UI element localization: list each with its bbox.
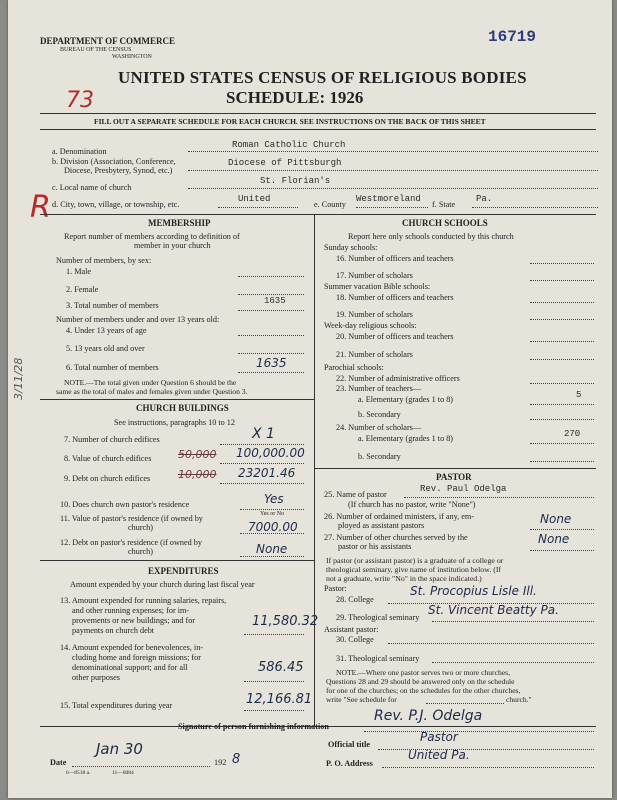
- signature-value: Rev. P.J. Odelga: [374, 708, 483, 724]
- po-address-value: United Pa.: [408, 748, 470, 762]
- official-title-label: Official title: [328, 740, 371, 749]
- q11-residence-value-label-2: church): [128, 523, 154, 532]
- q22-label: 22. Number of administrative officers: [336, 374, 460, 383]
- graduate-instruction-2: theological seminary, give name of institution below. (If: [326, 565, 502, 574]
- graduate-instruction-3: not a graduate, write "No" in the space indicated.): [326, 574, 482, 583]
- schools-heading: CHURCH SCHOOLS: [402, 218, 488, 228]
- q30-label: 30. College: [336, 635, 374, 644]
- membership-note-2: same as the total of males and females given under Question 3.: [56, 387, 248, 396]
- division-label: b. Division (Association, Conference,: [52, 157, 176, 166]
- q10-own-residence-label: 10. Does church own pastor's residence: [60, 500, 190, 509]
- q7-edifices-label: 7. Number of church edifices: [64, 435, 160, 444]
- county-value: Westmoreland: [356, 194, 421, 204]
- q27-value: None: [538, 532, 570, 546]
- q21-label: 21. Number of scholars: [336, 350, 413, 359]
- pastor-note-5: church.": [506, 695, 532, 704]
- state-value: Pa.: [476, 194, 493, 204]
- membership-intro-2: member in your church: [134, 241, 211, 250]
- q12-residence-debt-label-2: church): [128, 547, 154, 556]
- buildings-subheading: See instructions, paragraphs 10 to 12: [114, 418, 235, 427]
- q25-label: 25. Name of pastor: [324, 490, 387, 499]
- membership-intro: Report number of members according to definition of: [64, 232, 240, 241]
- q16-label: 16. Number of officers and teachers: [336, 254, 454, 263]
- q9-debt-value: 23201.46: [238, 466, 296, 480]
- q27-label: 27. Number of other churches served by the: [324, 533, 468, 542]
- division-value: Diocese of Pittsburgh: [228, 158, 342, 168]
- q20-label: 20. Number of officers and teachers: [336, 332, 454, 341]
- q14-value: 586.45: [258, 660, 304, 675]
- q3-total-value: 1635: [264, 296, 286, 306]
- membership-note: NOTE.—The total given under Question 6 should be the: [64, 378, 237, 387]
- q29-label: 29. Theological seminary: [336, 613, 420, 622]
- q24-label: 24. Number of scholars—: [336, 423, 422, 432]
- serial-number: 16719: [488, 28, 537, 46]
- form-title: UNITED STATES CENSUS OF RELIGIOUS BODIES: [118, 68, 527, 87]
- summer-schools-label: Summer vacation Bible schools:: [324, 282, 431, 291]
- q13-label-2: and other running expenses; for im-: [72, 606, 190, 615]
- q11-residence-value-label: 11. Value of pastor's residence (if owned by: [60, 514, 203, 523]
- q25-value: Rev. Paul Odelga: [420, 484, 507, 494]
- q14-label-2: cluding home and foreign missions; for: [72, 653, 201, 662]
- q23a-value: 5: [576, 390, 582, 400]
- date-value: Jan 30: [96, 740, 143, 758]
- q18-label: 18. Number of officers and teachers: [336, 293, 454, 302]
- handwritten-r-mark: R: [30, 190, 51, 225]
- q9-debt-label: 9. Debt on church edifices: [64, 474, 151, 483]
- assistant-pastor-subheading: Assistant pastor:: [324, 625, 379, 634]
- pastor-note-4: write "See schedule for: [326, 695, 397, 704]
- graduate-instruction: If pastor (or assistant pastor) is a graduate of a college or: [326, 556, 504, 565]
- q23-label: 23. Number of teachers—: [336, 384, 422, 393]
- q1-male-label: 1. Male: [66, 267, 92, 276]
- q26-label-2: ployed as assistant pastors: [338, 521, 425, 530]
- q28-value: St. Procopius Lisle Ill.: [410, 584, 537, 598]
- expenditures-subheading: Amount expended by your church during last fiscal year: [70, 580, 255, 589]
- year-prefix: 192: [214, 758, 227, 767]
- q28-label: 28. College: [336, 595, 374, 604]
- county-label: e. County: [314, 200, 346, 209]
- q17-label: 17. Number of scholars: [336, 271, 413, 280]
- q4-under-13-label: 4. Under 13 years of age: [66, 326, 147, 335]
- denomination-value: Roman Catholic Church: [232, 140, 346, 150]
- expenditures-heading: EXPENDITURES: [148, 566, 219, 576]
- q14-label-3: denominational support; and for all: [72, 663, 188, 672]
- instruction-line: FILL OUT A SEPARATE SCHEDULE FOR EACH CHURCH. SEE INSTRUCTIONS ON THE BACK OF THIS SHEET: [94, 117, 486, 126]
- city-value: United: [238, 194, 271, 204]
- state-label: f. State: [432, 200, 456, 209]
- membership-heading: MEMBERSHIP: [148, 218, 211, 228]
- q27-label-2: pastor or his assistants: [338, 542, 412, 551]
- pastor-note: NOTE.—Where one pastor serves two or more churches,: [336, 668, 510, 677]
- q8-old-value: 50,000: [178, 448, 217, 461]
- q5-over-13-label: 5. 13 years old and over: [66, 344, 145, 353]
- q8-value: 100,000.00: [236, 446, 305, 460]
- q11-yes-no-note: Yes or No: [260, 511, 285, 517]
- q15-total-value: 12,166.81: [246, 692, 313, 707]
- q14-label-4: other purposes: [72, 673, 120, 682]
- q11-residence-value: 7000.00: [248, 520, 298, 534]
- pastor-note-2: Questions 28 and 29 should be answered only on the schedule: [326, 677, 515, 686]
- handwritten-73: 73: [66, 88, 94, 113]
- form-number-2: 11—6084: [112, 770, 134, 776]
- q6-total-value: 1635: [256, 356, 287, 370]
- side-pencil-note: 3/11/28: [12, 357, 25, 400]
- q9-old-value: 10,000: [178, 468, 217, 481]
- q6-total-label: 6. Total number of members: [66, 363, 159, 372]
- denomination-label: a. Denomination: [52, 147, 107, 156]
- local-name-value: St. Florian's: [260, 176, 331, 186]
- local-name-label: c. Local name of church: [52, 183, 132, 192]
- schools-intro: Report here only schools conducted by this church: [348, 232, 514, 241]
- q24a-value: 270: [564, 429, 581, 439]
- q14-label: 14. Amount expended for benevolences, in-: [60, 643, 204, 652]
- official-title-value: Pastor: [420, 730, 458, 744]
- q2-female-label: 2. Female: [66, 285, 99, 294]
- division-label-2: Diocese, Presbytery, Synod, etc.): [64, 166, 173, 175]
- pastor-subheading: Pastor:: [324, 584, 347, 593]
- q29-value: St. Vincent Beatty Pa.: [428, 603, 559, 617]
- department-label: DEPARTMENT OF COMMERCE: [40, 36, 176, 46]
- bureau-label: BUREAU OF THE CENSUS: [60, 47, 132, 53]
- q26-value: None: [540, 512, 572, 526]
- q19-label: 19. Number of scholars: [336, 310, 413, 319]
- q7-edifices-value: X 1: [252, 426, 275, 442]
- buildings-heading: CHURCH BUILDINGS: [136, 403, 229, 413]
- parochial-schools-label: Parochial schools:: [324, 363, 384, 372]
- q13-label: 13. Amount expended for running salaries, repairs,: [60, 596, 227, 605]
- q13-label-3: provements or new buildings; and for: [72, 616, 196, 625]
- weekday-schools-label: Week-day religious schools:: [324, 321, 417, 330]
- washington-label: WASHINGTON: [112, 54, 152, 60]
- pastor-heading: PASTOR: [436, 472, 472, 482]
- q26-label: 26. Number of ordained ministers, if any, em-: [324, 512, 474, 521]
- q31-label: 31. Theological seminary: [336, 654, 420, 663]
- q13-label-4: payments on church debt: [72, 626, 155, 635]
- q8-value-label: 8. Value of church edifices: [64, 454, 152, 463]
- q12-residence-debt-value: None: [256, 542, 288, 556]
- q3-total-label: 3. Total number of members: [66, 301, 159, 310]
- form-subtitle: SCHEDULE: 1926: [226, 88, 364, 107]
- sunday-schools-label: Sunday schools:: [324, 243, 378, 252]
- q24a-label: a. Elementary (grades 1 to 8): [358, 434, 454, 443]
- year-value: 8: [232, 752, 241, 767]
- q23a-label: a. Elementary (grades 1 to 8): [358, 395, 454, 404]
- form-number: 6—8518 a.: [66, 770, 91, 776]
- q23b-label: b. Secondary: [358, 410, 401, 419]
- census-schedule-sheet: [8, 0, 612, 798]
- q12-residence-debt-label: 12. Debt on pastor's residence (if owned by: [60, 538, 202, 547]
- members-by-age-label: Number of members under and over 13 years old:: [56, 315, 220, 324]
- q24b-label: b. Secondary: [358, 452, 401, 461]
- date-label: Date: [50, 758, 67, 767]
- signature-label: Signature of person furnishing information: [178, 722, 329, 731]
- q10-own-residence-value: Yes: [264, 492, 284, 506]
- city-label: d. City, town, village, or township, etc.: [52, 200, 180, 209]
- q25-note: (If church has no pastor, write "None"): [348, 500, 476, 509]
- q13-value: 11,580.32: [252, 614, 319, 629]
- members-by-sex-label: Number of members, by sex:: [56, 256, 152, 265]
- po-address-label: P. O. Address: [326, 759, 373, 768]
- q15-total-label: 15. Total expenditures during year: [60, 701, 173, 710]
- pastor-note-3: for one of the churches; on the schedules for the other churches,: [326, 686, 521, 695]
